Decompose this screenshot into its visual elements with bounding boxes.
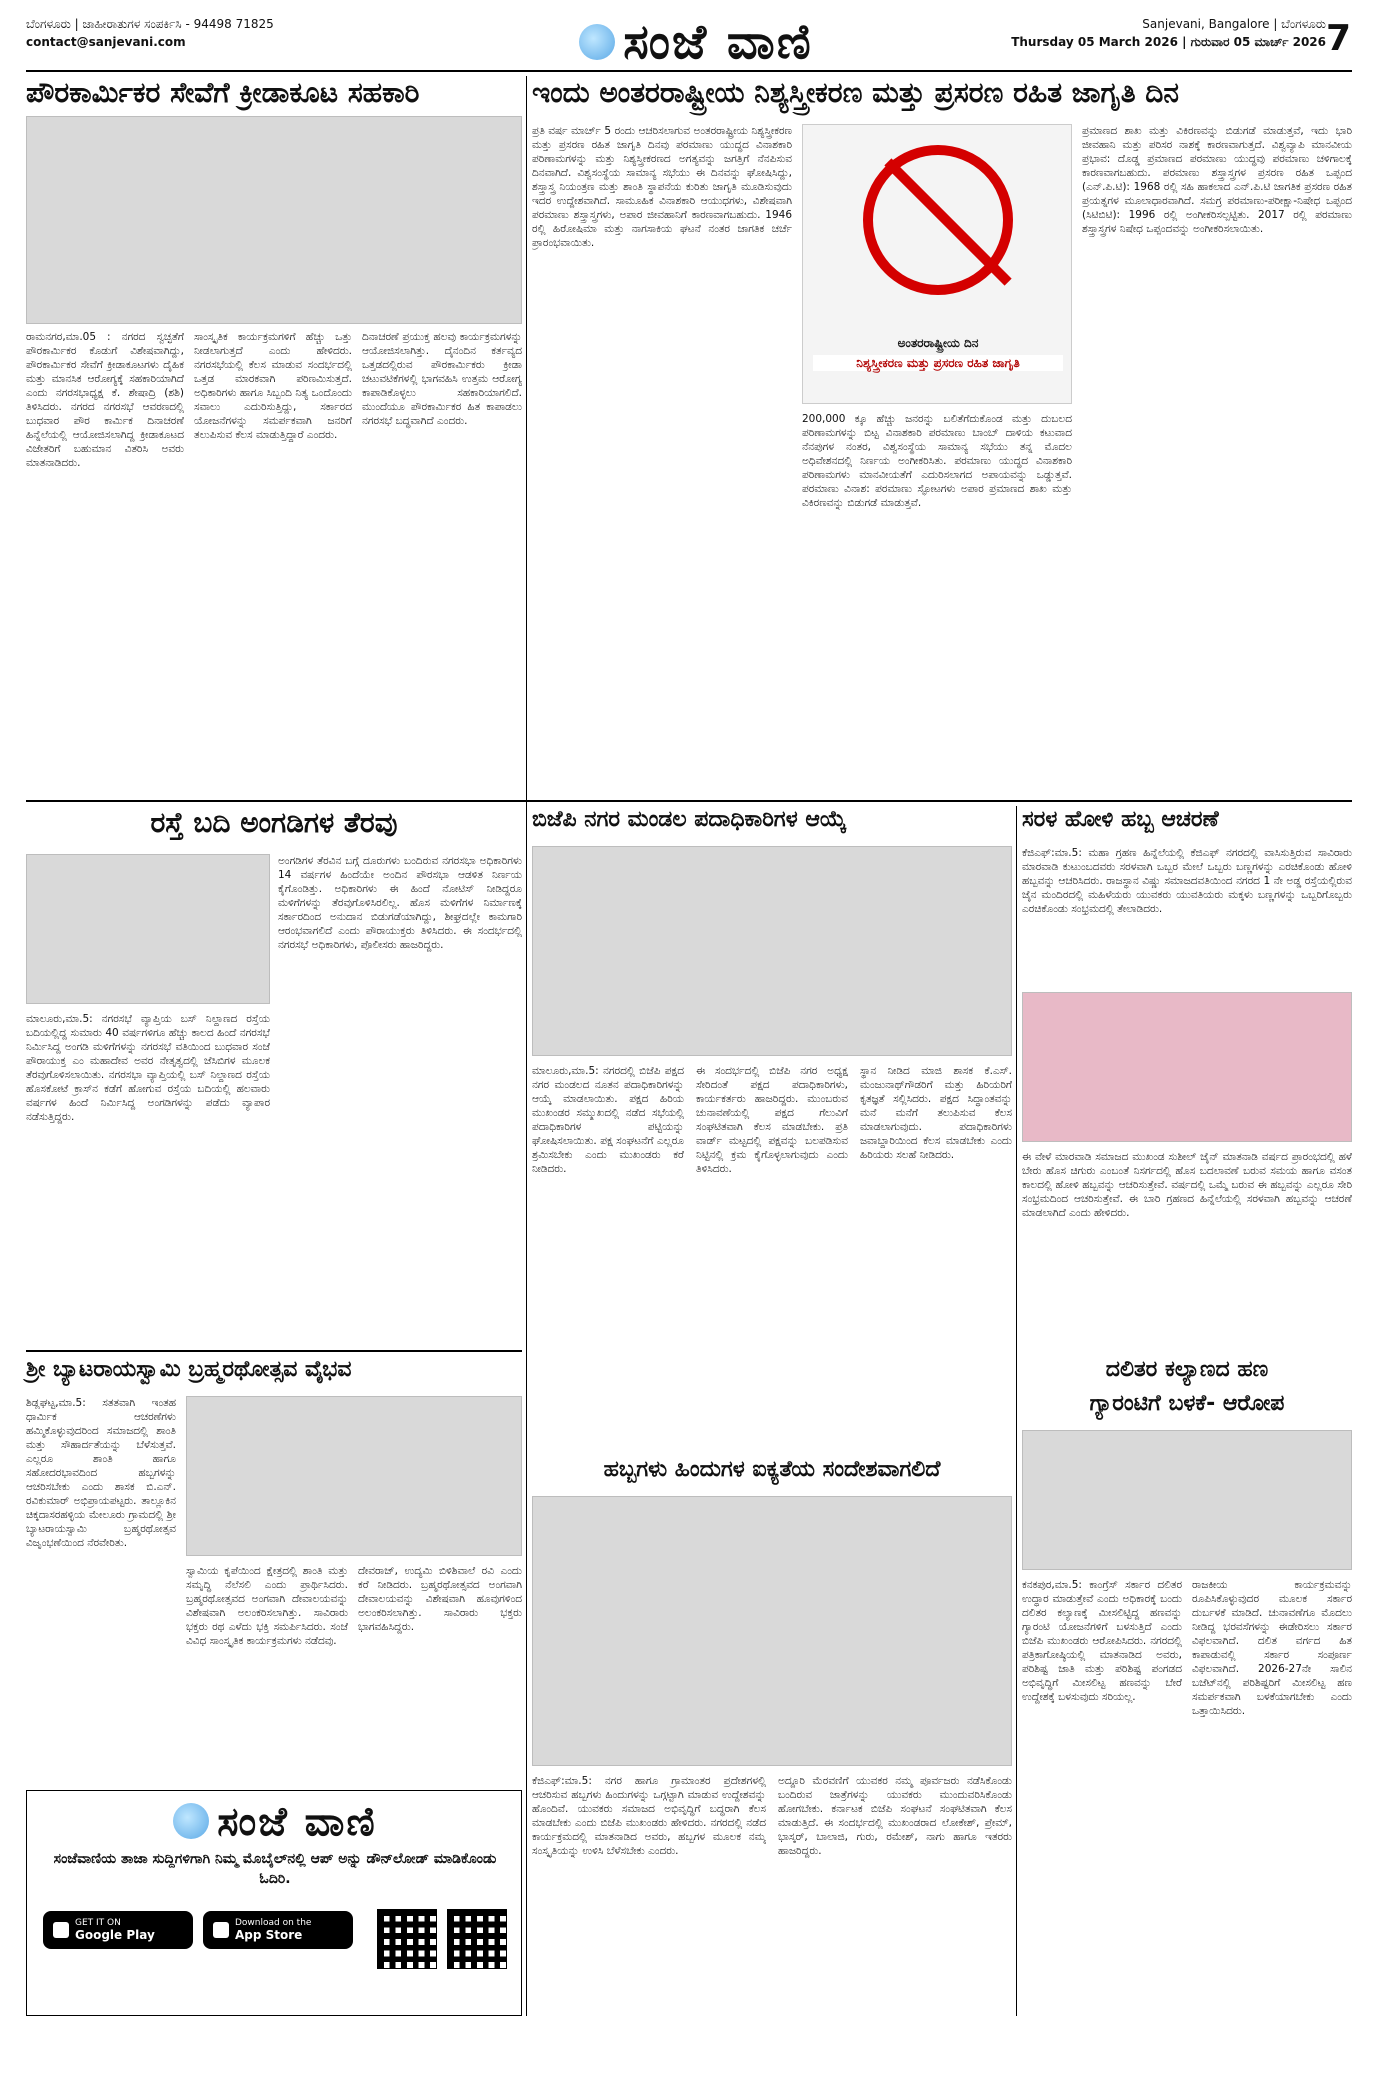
article-column-1: ಶಿಡ್ಲಘಟ್ಟ,ಮಾ.5: ಸತತವಾಗಿ ಇಂತಹ ಧಾರ್ಮಿಕ ಆಚರಣೆಗಳು ಹಮ್ಮಿಕೊಳ್ಳುವುದರಿಂದ ಸಮಾಜದಲ್ಲಿ ಶಾಂತಿ ಮತ್ತು ಸೌಹಾರ್ದತೆಯನ್ನು ಬೆಳೆಸುತ್ತವೆ. ಎಲ್ಲರೂ ಶಾಂತಿ ಹಾಗೂ ಸಹೋದರಭಾವದಿಂದ ಹಬ್ಬಗಳನ್ನು ಆಚರಿಸಬೇಕು ಎಂದು ಶಾಸಕ ಬಿ.ಎನ್. ರವಿಕುಮಾರ್ ಅಭಿಪ್ರಾಯಪಟ್ಟರು. ತಾಲ್ಲೂಕಿನ ಚಿಕ್ಕದಾಸರಹಳ್ಳಿಯ ಮೇಲೂರು ಗ್ರಾಮದಲ್ಲಿ ಶ್ರೀ ಬ್ಯಾಟರಾಯಸ್ವಾಮಿ ಬ್ರಹ್ಮರಥೋತ್ಸವ ವಿಜೃಂಭಣೆಯಿಂದ ನೆರವೇರಿತು. [26,1397,176,1549]
masthead-right-line1: Sanjevani, Bangalore | ಬೆಂಗಳೂರು [1142,17,1326,31]
article-column-3: ದೇವರಾಜ್, ಉದ್ಯಮಿ ಬಿಳಿಶಿವಾಲೆ ರವಿ ಎಂದು ಕರೆ ನೀಡಿದರು. ಬ್ರಹ್ಮರಥೋತ್ಸವದ ಅಂಗವಾಗಿ ದೇವಾಲಯವನ್ನು ವಿಶೇಷವಾಗಿ ಹೂವುಗಳಿಂದ ಅಲಂಕರಿಸಲಾಗಿತ್ತು. ಸಾವಿರಾರು ಭಕ್ತರು ಭಾಗವಹಿಸಿದ್ದರು. [358,1565,522,1633]
apple-icon [213,1922,229,1938]
masthead [26,13,1352,70]
masthead-left-line1: ಬೆಂಗಳೂರು | ಜಾಹೀರಾತುಗಳ ಸಂಪರ್ಕಿಸಿ - 94498 71825 [26,17,274,31]
article-photo [1022,992,1352,1142]
article-roadside [26,806,522,1346]
article-headline: ಪೌರಕಾರ್ಮಿಕರ ಸೇವೆಗೆ ಕ್ರೀಡಾಕೂಟ ಸಹಕಾರಿ [26,76,420,109]
article-disarmament [532,76,1352,798]
article-column-2: ಸ್ವಾಮಿಯ ಕೃಪೆಯಿಂದ ಕ್ಷೇತ್ರದಲ್ಲಿ ಶಾಂತಿ ಮತ್ತು ಸಮೃದ್ಧಿ ನೆಲೆಸಲಿ ಎಂದು ಪ್ರಾರ್ಥಿಸಿದರು. ಬ್ರಹ್ಮರಥೋತ್ಸವದ ಅಂಗವಾಗಿ ದೇವಾಲಯವನ್ನು ವಿಶೇಷವಾಗಿ ಅಲಂಕರಿಸಲಾಗಿತ್ತು. ಸಾವಿರಾರು ಭಕ್ತರು ರಥ ಎಳೆದು ಭಕ್ತಿ ಸಮರ್ಪಿಸಿದರು. ಸಂಜೆ ವಿವಿಧ ಸಾಂಸ್ಕೃತಿಕ ಕಾರ್ಯಕ್ರಮಗಳು ನಡೆದವು. [186,1565,348,1647]
article-photo [532,1496,1012,1766]
app-store-label [235,1918,311,1942]
masthead-right-line2: Thursday 05 March 2026 | ಗುರುವಾರ 05 ಮಾರ್ಚ್ 2026 [1011,35,1326,49]
illustration-caption-1: ಅಂತರರಾಷ್ಟ್ರೀಯ ದಿನ [897,336,979,350]
article-column-1: ರಾಮನಗರ,ಮಾ.05 : ನಗರದ ಸ್ವಚ್ಛತೆಗೆ ಪೌರಕಾರ್ಮಿಕರ ಕೊಡುಗೆ ವಿಶೇಷವಾಗಿದ್ದು, ಪೌರಕಾರ್ಮಿಕರ ಸೇವೆಗೆ ಕ್ರೀಡಾಕೂಟಗಳು ದೈಹಿಕ ಮತ್ತು ಮಾನಸಿಕ ಆರೋಗ್ಯಕ್ಕೆ ಸಹಕಾರಿಯಾಗಿದೆ ಎಂದು ನಗರಸಭಾಧ್ಯಕ್ಷ ಕೆ. ಶೇಷಾದ್ರಿ (ಶಶಿ) ತಿಳಿಸಿದರು. ನಗರದ ನಗರಸಭೆ ಆವರಣದಲ್ಲಿ ಬುಧವಾರ ಪೌರ ಕಾರ್ಮಿಕ ದಿನಾಚರಣೆ ಹಿನ್ನೆಲೆಯಲ್ಲಿ ಆಯೋಜಿಸಲಾಗಿದ್ದ ಕ್ರೀಡಾಕೂಟದ ವಿಜೇತರಿಗೆ ಬಹುಮಾನ ವಿತರಿಸಿ ಅವರು ಮಾತನಾಡಿದರು. [26,331,184,469]
article-column-1: ಮಾಲೂರು,ಮಾ.5: ನಗರದಲ್ಲಿ ಬಿಜೆಪಿ ಪಕ್ಷದ ನಗರ ಮಂಡಲದ ನೂತನ ಪದಾಧಿಕಾರಿಗಳನ್ನು ಆಯ್ಕೆ ಮಾಡಲಾಯಿತು. ಪಕ್ಷದ ಹಿರಿಯ ಮುಖಂಡರ ಸಮ್ಮುಖದಲ್ಲಿ ನಡೆದ ಸಭೆಯಲ್ಲಿ ಪದಾಧಿಕಾರಿಗಳ ಪಟ್ಟಿಯನ್ನು ಘೋಷಿಸಲಾಯಿತು. ಪಕ್ಷ ಸಂಘಟನೆಗೆ ಎಲ್ಲರೂ ಶ್ರಮಿಸಬೇಕು ಎಂದು ಮುಖಂಡರು ಕರೆ ನೀಡಿದರು. [532,1065,684,1175]
article-photo [26,116,522,324]
article-holi [1022,806,1352,1346]
illustration-caption-2: ನಿಶ್ಯಸ್ತ್ರೀಕರಣ ಮತ್ತು ಪ್ರಸರಣ ರಹಿತ ಜಾಗೃತಿ [813,355,1063,371]
qr-code-apple[interactable] [447,1909,507,1969]
article-photo [532,846,1012,1056]
ad-brand [27,1797,523,1845]
column-divider [526,76,527,2016]
paper-name: ಸಂಜೆ ವಾಣಿ [623,13,813,70]
article-column-1: ಪ್ರತಿ ವರ್ಷ ಮಾರ್ಚ್ 5 ರಂದು ಆಚರಿಸಲಾಗುವ ಅಂತರರಾಷ್ಟ್ರೀಯ ನಿಶ್ಯಸ್ತ್ರೀಕರಣ ಮತ್ತು ಪ್ರಸರಣ ರಹಿತ ಜಾಗೃತಿ ದಿನವು ಪರಮಾಣು ಯುದ್ಧದ ವಿನಾಶಕಾರಿ ಪರಿಣಾಮಗಳನ್ನು ಮತ್ತು ನಿಶ್ಯಸ್ತ್ರೀಕರಣದ ಅಗತ್ಯವನ್ನು ಜಗತ್ತಿಗೆ ನೆನಪಿಸುವ ದಿನವಾಗಿದೆ. ವಿಶ್ವಸಂಸ್ಥೆಯ ಸಾಮಾನ್ಯ ಸಭೆಯು ಈ ದಿನವನ್ನು ಘೋಷಿಸಿದ್ದು, ಶಸ್ತ್ರಾಸ್ತ್ರ ನಿಯಂತ್ರಣ ಮತ್ತು ಶಾಂತಿ ಸ್ಥಾಪನೆಯ ಕುರಿತು ಜಾಗೃತಿ ಮೂಡಿಸುವುದು ಇದರ ಉದ್ದೇಶವಾಗಿದೆ. ಸಾಮೂಹಿಕ ವಿನಾಶಕಾರಿ ಆಯುಧಗಳು, ವಿಶೇಷವಾಗಿ ಪರಮಾಣು ಶಸ್ತ್ರಾಸ್ತ್ರಗಳು, ಅಪಾರ ಜೀವಹಾನಿಗೆ ಕಾರಣವಾಗಬಹುದು. 1946 ರಲ್ಲಿ ಹಿರೋಷಿಮಾ ಮತ್ತು ನಾಗಸಾಕಿಯ ಘಟನೆ ನಂತರ ಜಾಗತಿಕ ಚರ್ಚೆ ಪ್ರಾರಂಭವಾಯಿತು. [532,125,792,249]
ad-brand-text: ಸಂಜೆ ವಾಣಿ [217,1797,377,1845]
google-play-button[interactable] [43,1911,193,1949]
page-number: 7 [1326,18,1352,59]
article-column-3: ಪ್ರಮಾಣದ ಶಾಖ ಮತ್ತು ವಿಕಿರಣವನ್ನು ಬಿಡುಗಡೆ ಮಾಡುತ್ತವೆ, ಇದು ಭಾರಿ ಜೀವಹಾನಿ ಮತ್ತು ಪರಿಸರ ನಾಶಕ್ಕೆ ಕಾರಣವಾಗುತ್ತದೆ. ವಿಶ್ವವ್ಯಾಪಿ ಮಾನವೀಯ ಪ್ರಭಾವ: ದೊಡ್ಡ ಪ್ರಮಾಣದ ಪರಮಾಣು ಯುದ್ಧವು ಪರಮಾಣು ಚಳಿಗಾಲಕ್ಕೆ ಕಾರಣವಾಗಬಹುದು. ಪರಮಾಣು ಶಸ್ತ್ರಾಸ್ತ್ರಗಳ ಪ್ರಸರಣ ರಹಿತ ಒಪ್ಪಂದ (ಎನ್.ಪಿ.ಟಿ): 1968 ರಲ್ಲಿ ಸಹಿ ಹಾಕಲಾದ ಎನ್.ಪಿ.ಟಿ ಜಾಗತಿಕ ಪ್ರಸರಣ ರಹಿತ ಪ್ರಯತ್ನಗಳ ಮೂಲಾಧಾರವಾಗಿದೆ. ಸಮಗ್ರ ಪರಮಾಣು-ಪರೀಕ್ಷಾ-ನಿಷೇಧ ಒಪ್ಪಂದ (ಸಿಟಿಬಿಟಿ): 1996 ರಲ್ಲಿ ಅಂಗೀಕರಿಸಲ್ಪಟ್ಟಿತು. 2017 ರಲ್ಲಿ ಪರಮಾಣು ಶಸ್ತ್ರಾಸ್ತ್ರಗಳ ನಿಷೇಧ ಒಪ್ಪಂದವನ್ನು ಅಂಗೀಕರಿಸಲಾಯಿತು. [1082,125,1352,235]
article-column-2: ಈ ವೇಳೆ ಮಾರವಾಡಿ ಸಮಾಜದ ಮುಖಂಡ ಸುಶೀಲ್ ಜೈನ್ ಮಾತನಾಡಿ ವರ್ಷದ ಪ್ರಾರಂಭದಲ್ಲಿ ಹಳೆ ಬೇರು ಹೊಸ ಚಿಗುರು ಎಂಬಂತೆ ನಿಸರ್ಗದಲ್ಲಿ ಹೊಸ ಬದಲಾವಣೆ ಬರುವ ಸಮಯ ಹಾಗೂ ವಸಂತ ಕಾಲದಲ್ಲಿ ಹೋಳಿ ಹಬ್ಬವನ್ನು ಆಚರಿಸುತ್ತೇವೆ. ವರ್ಷದಲ್ಲಿ ಒಮ್ಮೆ ಬರುವ ಈ ಹಬ್ಬವನ್ನು ಎಲ್ಲರೂ ಸೇರಿ ಸಂಭ್ರಮದಿಂದ ಆಚರಿಸುತ್ತೇವೆ. ಈ ಬಾರಿ ಗ್ರಹಣದ ಹಿನ್ನೆಲೆಯಲ್ಲಿ ಸರಳವಾಗಿ ಹಬ್ಬವನ್ನು ಆಚರಣೆ ಮಾಡಲಾಗಿದೆ ಎಂದು ಹೇಳಿದರು. [1022,1151,1352,1219]
article-headline: ಇಂದು ಅಂತರರಾಷ್ಟ್ರೀಯ ನಿಶ್ಯಸ್ತ್ರೀಕರಣ ಮತ್ತು ಪ್ರಸರಣ ರಹಿತ ಜಾಗೃತಿ ದಿನ [532,76,1179,109]
app-store-name: App Store [235,1928,303,1942]
article-dalitara [1022,1356,1352,2016]
masthead-left-line2: contact@sanjevani.com [26,35,186,49]
ad-text: ಸಂಜೆವಾಣಿಯ ತಾಜಾ ಸುದ್ದಿಗಳಿಗಾಗಿ ನಿಮ್ಮ ಮೊಬೈಲ್‌ನಲ್ಲಿ ಆಪ್ ಅನ್ನು ಡೌನ್‌ಲೋಡ್ ಮಾಡಿಕೊಂಡು ಓದಿರಿ. [53,1851,497,1887]
article-column-2: ಈ ಸಂದರ್ಭದಲ್ಲಿ ಬಿಜೆಪಿ ನಗರ ಅಧ್ಯಕ್ಷ ಸೇರಿದಂತೆ ಪಕ್ಷದ ಪದಾಧಿಕಾರಿಗಳು, ಕಾರ್ಯಕರ್ತರು ಹಾಜರಿದ್ದರು. ಮುಂಬರುವ ಚುನಾವಣೆಯಲ್ಲಿ ಪಕ್ಷದ ಗೆಲುವಿಗೆ ಸಂಘಟಿತವಾಗಿ ಕೆಲಸ ಮಾಡಬೇಕು. ಪ್ರತಿ ವಾರ್ಡ್ ಮಟ್ಟದಲ್ಲಿ ಪಕ್ಷವನ್ನು ಬಲಪಡಿಸುವ ನಿಟ್ಟಿನಲ್ಲಿ ಕ್ರಮ ಕೈಗೊಳ್ಳಲಾಗುವುದು ಎಂದು ತಿಳಿಸಿದರು. [696,1065,848,1175]
article-column-2: ಅದ್ದೂರಿ ಮೆರವಣಿಗೆ ಯುವಕರ ನಮ್ಮ ಪೂರ್ವಜರು ನಡೆಸಿಕೊಂಡು ಬಂದಿರುವ ಜಾತ್ರೆಗಳನ್ನು ಯುವಕರು ಮುಂದುವರಿಸಿಕೊಂಡು ಹೋಗಬೇಕು. ಕರ್ನಾಟಕ ಬಿಜೆಪಿ ಸಂಘಟನೆ ಸಂಘಟಿತವಾಗಿ ಕೆಲಸ ಮಾಡುತ್ತಿದೆ. ಈ ಸಂದರ್ಭದಲ್ಲಿ ಮುಖಂಡರಾದ ಲೋಕೇಶ್, ಪ್ರೇಮ್, ಭಾಸ್ಕರ್, ಬಾಲಾಜಿ, ಗುರು, ರಮೇಶ್, ನಾಗು ಹಾಗೂ ಇತರರು ಹಾಜರಿದ್ದರು. [778,1775,1012,1857]
google-play-icon [53,1922,69,1938]
section-rule [26,800,1352,802]
qr-code-google[interactable] [377,1909,437,1969]
article-headline-line2: ಗ್ಯಾರಂಟಿಗೆ ಬಳಕೆ- ಆರೋಪ [1089,1391,1285,1416]
article-photo [26,854,270,1004]
article-column-1: ಕೆಜಿಎಫ್:ಮಾ.5: ನಗರ ಹಾಗೂ ಗ್ರಾಮಾಂತರ ಪ್ರದೇಶಗಳಲ್ಲಿ ಆಚರಿಸುವ ಹಬ್ಬಗಳು ಹಿಂದುಗಳನ್ನು ಒಗ್ಗಟ್ಟಾಗಿ ಮಾಡುವ ಉದ್ದೇಶವನ್ನು ಹೊಂದಿವೆ. ಯುವಕರು ಸಮಾಜದ ಅಭಿವೃದ್ಧಿಗೆ ಬದ್ಧರಾಗಿ ಕೆಲಸ ಮಾಡಬೇಕು ಎಂದು ಬಿಜೆಪಿ ಮುಖಂಡರು ಹೇಳಿದರು. ನಗರದಲ್ಲಿ ನಡೆದ ಕಾರ್ಯಕ್ರಮದಲ್ಲಿ ಮಾತನಾಡಿದ ಅವರು, ಹಬ್ಬಗಳ ಮೂಲಕ ನಮ್ಮ ಸಂಸ್ಕೃತಿಯನ್ನು ಉಳಿಸಿ ಬೆಳೆಸಬೇಕು ಎಂದರು. [532,1775,766,1857]
article-pourakarmika [26,76,522,798]
article-column-2: ರಾಜಕೀಯ ಕಾರ್ಯಕ್ರಮವನ್ನು ರೂಪಿಸಿಕೊಳ್ಳುವುದರ ಮೂಲಕ ಸರ್ಕಾರ ದುರ್ಬಳಕೆ ಮಾಡಿದೆ. ಚುನಾವಣೆಗೂ ಮೊದಲು ನೀಡಿದ್ದ ಭರವಸೆಗಳನ್ನು ಈಡೇರಿಸಲು ಸರ್ಕಾರ ವಿಫಲವಾಗಿದೆ. ದಲಿತ ವರ್ಗದ ಹಿತ ಕಾಪಾಡುವಲ್ಲಿ ಸರ್ಕಾರ ಸಂಪೂರ್ಣ ವಿಫಲವಾಗಿದೆ. 2026-27ನೇ ಸಾಲಿನ ಬಜೆಟ್‌ನಲ್ಲಿ ಪರಿಶಿಷ್ಟರಿಗೆ ಮೀಸಲಿಟ್ಟ ಹಣ ಸಮರ್ಪಕವಾಗಿ ಬಳಕೆಯಾಗಬೇಕು ಎಂದು ಒತ್ತಾಯಿಸಿದರು. [1192,1579,1352,1717]
masthead-rule [26,70,1352,72]
app-store-top: Download on the [235,1918,312,1928]
article-headline: ಹಬ್ಬಗಳು ಹಿಂದುಗಳ ಐಕ್ಯತೆಯ ಸಂದೇಶವಾಗಲಿದೆ [603,1457,941,1482]
paper-logo [556,13,836,70]
dove-icon [173,1803,209,1839]
google-play-top: GET IT ON [75,1918,121,1928]
article-column-1: ಕನಕಪುರ,ಮಾ.5: ಕಾಂಗ್ರೆಸ್ ಸರ್ಕಾರ ದಲಿತರ ಉದ್ಧಾರ ಮಾಡುತ್ತೇವೆ ಎಂದು ಅಧಿಕಾರಕ್ಕೆ ಬಂದು ದಲಿತರ ಕಲ್ಯಾಣಕ್ಕೆ ಮೀಸಲಿಟ್ಟಿದ್ದ ಹಣವನ್ನು ಗ್ಯಾರಂಟಿ ಯೋಜನೆಗಳಿಗೆ ಬಳಸುತ್ತಿದೆ ಎಂದು ಬಿಜೆಪಿ ಮುಖಂಡರು ಆರೋಪಿಸಿದರು. ನಗರದಲ್ಲಿ ಪತ್ರಿಕಾಗೋಷ್ಠಿಯಲ್ಲಿ ಮಾತನಾಡಿದ ಅವರು, ಪರಿಶಿಷ್ಟ ಜಾತಿ ಮತ್ತು ಪರಿಶಿಷ್ಟ ಪಂಗಡದ ಅಭಿವೃದ್ಧಿಗೆ ಮೀಸಲಿಟ್ಟ ಹಣವನ್ನು ಬೇರೆ ಉದ್ದೇಶಕ್ಕೆ ಬಳಸುವುದು ಸರಿಯಲ್ಲ. [1022,1579,1182,1703]
google-play-label [75,1918,155,1942]
article-bjp [532,806,1012,1256]
article-column-1: ಮಾಲೂರು,ಮಾ.5: ನಗರಸಭೆ ವ್ಯಾಪ್ತಿಯ ಬಸ್ ನಿಲ್ದಾಣದ ರಸ್ತೆಯ ಬದಿಯಲ್ಲಿದ್ದ ಸುಮಾರು 40 ವರ್ಷಗಳಿಗೂ ಹೆಚ್ಚು ಕಾಲದ ಹಿಂದೆ ನಗರಸಭೆ ನಿರ್ಮಿಸಿದ್ದ ಅಂಗಡಿ ಮಳಿಗೆಗಳನ್ನು ನಗರಸಭೆ ವತಿಯಿಂದ ಬುಧವಾರ ಸಂಜೆ ಪೌರಾಯುಕ್ತ ಎಂ ಮಹಾದೇವ ಅವರ ನೇತೃತ್ವದಲ್ಲಿ ಜೆಸಿಬಿಗಳ ಮೂಲಕ ತೆರವುಗೊಳಿಸಲಾಯಿತು. ನಗರಸಭಾ ವ್ಯಾಪ್ತಿಯಲ್ಲಿ ಬಸ್ ನಿಲ್ದಾಣದ ರಸ್ತೆಯ ಹೊಸಕೋಟೆ ಕ್ರಾಸ್‌ನ ಕಡೆಗೆ ಹೋಗುವ ರಸ್ತೆಯ ಬದಿಯಲ್ಲಿ ಹಲವಾರು ವರ್ಷಗಳ ಹಿಂದೆ ನಿರ್ಮಿಸಿದ್ದ ಅಂಗಡಿಗಳನ್ನು ಪಡೆದು ವ್ಯಾಪಾರ ನಡೆಸುತ್ತಿದ್ದರು. [26,1013,270,1123]
article-photo [1022,1430,1352,1570]
article-byataraya [26,1356,522,1784]
disarmament-illustration [802,124,1072,404]
article-column-2: ಅಂಗಡಿಗಳ ತೆರವಿನ ಬಗ್ಗೆ ದೂರುಗಳು ಬಂದಿರುವ ನಗರಸಭಾ ಅಧಿಕಾರಿಗಳು 14 ವರ್ಷಗಳ ಹಿಂದೆಯೇ ಅಂದಿನ ಪೌರಸಭಾ ಆಡಳಿತ ನಿರ್ಣಯ ಕೈಗೊಂಡಿತ್ತು. ಅಧಿಕಾರಿಗಳು ಈ ಹಿಂದೆ ನೋಟಿಸ್ ನೀಡಿದ್ದರೂ ಮಳಿಗೆಗಳನ್ನು ತೆರವುಗೊಳಿಸಿರಲಿಲ್ಲ. ಹೊಸ ಮಳಿಗೆಗಳ ನಿರ್ಮಾಣಕ್ಕೆ ಸರ್ಕಾರದಿಂದ ಅನುದಾನ ಬಿಡುಗಡೆಯಾಗಿದ್ದು, ಶೀಘ್ರದಲ್ಲೇ ಕಾಮಗಾರಿ ಆರಂಭವಾಗಲಿದೆ ಎಂದು ಪೌರಾಯುಕ್ತರು ತಿಳಿಸಿದರು. ಈ ಸಂದರ್ಭದಲ್ಲಿ ನಗರಸಭೆ ಅಧಿಕಾರಿಗಳು, ಪೊಲೀಸರು ಹಾಜರಿದ್ದರು. [278,855,522,951]
article-column-2: ಸಾಂಸ್ಕೃತಿಕ ಕಾರ್ಯಕ್ರಮಗಳಿಗೆ ಹೆಚ್ಚು ಒತ್ತು ನೀಡಲಾಗುತ್ತದೆ ಎಂದು ಹೇಳಿದರು. ನಗರಸಭೆಯಲ್ಲಿ ಕೆಲಸ ಮಾಡುವ ಸಂದರ್ಭದಲ್ಲಿ ಒತ್ತಡ ಮಾರಕವಾಗಿ ಪರಿಣಮಿಸುತ್ತದೆ. ಅಧಿಕಾರಿಗಳು ಹಾಗೂ ಸಿಬ್ಬಂದಿ ನಿತ್ಯ ಒಂದೊಂದು ಸವಾಲು ಎದುರಿಸುತ್ತಿದ್ದು, ಸರ್ಕಾರದ ಯೋಜನೆಗಳನ್ನು ಸಮರ್ಪಕವಾಗಿ ಜನರಿಗೆ ತಲುಪಿಸುವ ಕೆಲಸ ಮಾಡುತ್ತಿದ್ದಾರೆ ಎಂದರು. [194,331,352,441]
app-ad [26,1790,522,2016]
article-headline-line1: ದಲಿತರ ಕಲ್ಯಾಣದ ಹಣ [1105,1357,1269,1382]
article-headline: ಶ್ರೀ ಬ್ಯಾಟರಾಯಸ್ವಾಮಿ ಬ್ರಹ್ಮರಥೋತ್ಸವ ವೈಭವ [26,1357,352,1382]
article-column-1: ಕೆಜಿಎಫ್:ಮಾ.5: ಮಹಾ ಗ್ರಹಣ ಹಿನ್ನೆಲೆಯಲ್ಲಿ ಕೆಜಿಎಫ್ ನಗರದಲ್ಲಿ ವಾಸಿಸುತ್ತಿರುವ ಸಾವಿರಾರು ಮಾರವಾಡಿ ಕುಟುಂಬದವರು ಸರಳವಾಗಿ ಒಬ್ಬರ ಮೇಲೆ ಒಬ್ಬರು ಬಣ್ಣಗಳನ್ನು ಎರಚಿಕೊಂಡು ಹೋಳಿ ಹಬ್ಬವನ್ನು ಆಚರಿಸಿದರು. ರಾಜಸ್ಥಾನ ವಿಷ್ಣು ಸಮಾಜದವತಿಯಿಂದ ನಗರದ 1 ನೇ ಅಡ್ಡ ರಸ್ತೆಯಲ್ಲಿರುವ ಜೈನ ಮಂದಿರದಲ್ಲಿ ಮಹಿಳೆಯರು ಯುವಕರು ಯುವತಿಯರು ಮಕ್ಕಳು ಬಣ್ಣಗಳನ್ನು ಒಬ್ಬರಿಗೊಬ್ಬರು ಎರಚಿಕೊಂಡು ಸಂಭ್ರಮದಲ್ಲಿ ತೇಲಾಡಿದರು. [1022,847,1352,915]
article-festivals [532,1456,1012,2016]
article-column-3: ದಿನಾಚರಣೆ ಪ್ರಯುಕ್ತ ಹಲವು ಕಾರ್ಯಕ್ರಮಗಳನ್ನು ಆಯೋಜಿಸಲಾಗಿತ್ತು. ದೈನಂದಿನ ಕರ್ತವ್ಯದ ಒತ್ತಡದಲ್ಲಿರುವ ಪೌರಕಾರ್ಮಿಕರು ಕ್ರೀಡಾ ಚಟುವಟಿಕೆಗಳಲ್ಲಿ ಭಾಗವಹಿಸಿ ಉತ್ತಮ ಆರೋಗ್ಯ ಕಾಪಾಡಿಕೊಳ್ಳಲು ಸಹಕಾರಿಯಾಗಲಿದೆ. ಮುಂದೆಯೂ ಪೌರಕಾರ್ಮಿಕರ ಹಿತ ಕಾಪಾಡಲು ನಗರಸಭೆ ಬದ್ಧವಾಗಿದೆ ಎಂದರು. [362,331,522,427]
google-play-name: Google Play [75,1928,155,1942]
dove-icon [579,24,615,60]
section-rule [26,1350,522,1352]
column-divider [1016,806,1017,2016]
article-headline: ಬಿಜೆಪಿ ನಗರ ಮಂಡಲ ಪದಾಧಿಕಾರಿಗಳ ಆಯ್ಕೆ [532,807,847,832]
article-column-3: ಸ್ಥಾನ ನೀಡಿದ ಮಾಜಿ ಶಾಸಕ ಕೆ.ಎಸ್. ಮಂಜುನಾಥ್‌ಗೌಡರಿಗೆ ಮತ್ತು ಹಿರಿಯರಿಗೆ ಕೃತಜ್ಞತೆ ಸಲ್ಲಿಸಿದರು. ಪಕ್ಷದ ಸಿದ್ಧಾಂತವನ್ನು ಮನೆ ಮನೆಗೆ ತಲುಪಿಸುವ ಕೆಲಸ ಮಾಡಲಾಗುವುದು. ಪದಾಧಿಕಾರಿಗಳು ಜವಾಬ್ದಾರಿಯಿಂದ ಕೆಲಸ ಮಾಡಬೇಕು ಎಂದು ಹಿರಿಯರು ಸಲಹೆ ನೀಡಿದರು. [860,1065,1012,1161]
article-column-2: 200,000 ಕ್ಕೂ ಹೆಚ್ಚು ಜನರನ್ನು ಬಲಿತೆಗೆದುಕೊಂಡ ಮತ್ತು ದುಬಲದ ಪರಿಣಾಮಗಳನ್ನು ಬಿಟ್ಟ ವಿನಾಶಕಾರಿ ಪರಮಾಣು ಬಾಂಬ್ ದಾಳಿಯ ಕಟುವಾದ ನೆನಪುಗಳ ನಂತರ, ವಿಶ್ವಸಂಸ್ಥೆಯ ಸಾಮಾನ್ಯ ಸಭೆಯು ತನ್ನ ಮೊದಲ ಅಧಿವೇಶನದಲ್ಲಿ ನಿರ್ಣಯ ಅಂಗೀಕರಿಸಿತು. ಪರಮಾಣು ಯುದ್ಧದ ವಿನಾಶಕಾರಿ ಪರಿಣಾಮಗಳು ಮಾನವೀಯತೆಗೆ ಎದುರಿಸಲಾಗದ ಅಪಾಯವನ್ನು ಒಡ್ಡುತ್ತವೆ. ಪರಮಾಣು ವಿನಾಶ: ಪರಮಾಣು ಸ್ಫೋಟಗಳು ಅಪಾರ ಪ್ರಮಾಣದ ಶಾಖ ಮತ್ತು ವಿಕಿರಣವನ್ನು ಬಿಡುಗಡೆ ಮಾಡುತ್ತವೆ. [802,413,1072,509]
article-headline: ಸರಳ ಹೋಳಿ ಹಬ್ಬ ಆಚರಣೆ [1022,807,1219,832]
article-headline: ರಸ್ತೆ ಬದಿ ಅಂಗಡಿಗಳ ತೆರವು [150,806,398,839]
article-photo [186,1396,522,1556]
app-store-button[interactable] [203,1911,353,1949]
